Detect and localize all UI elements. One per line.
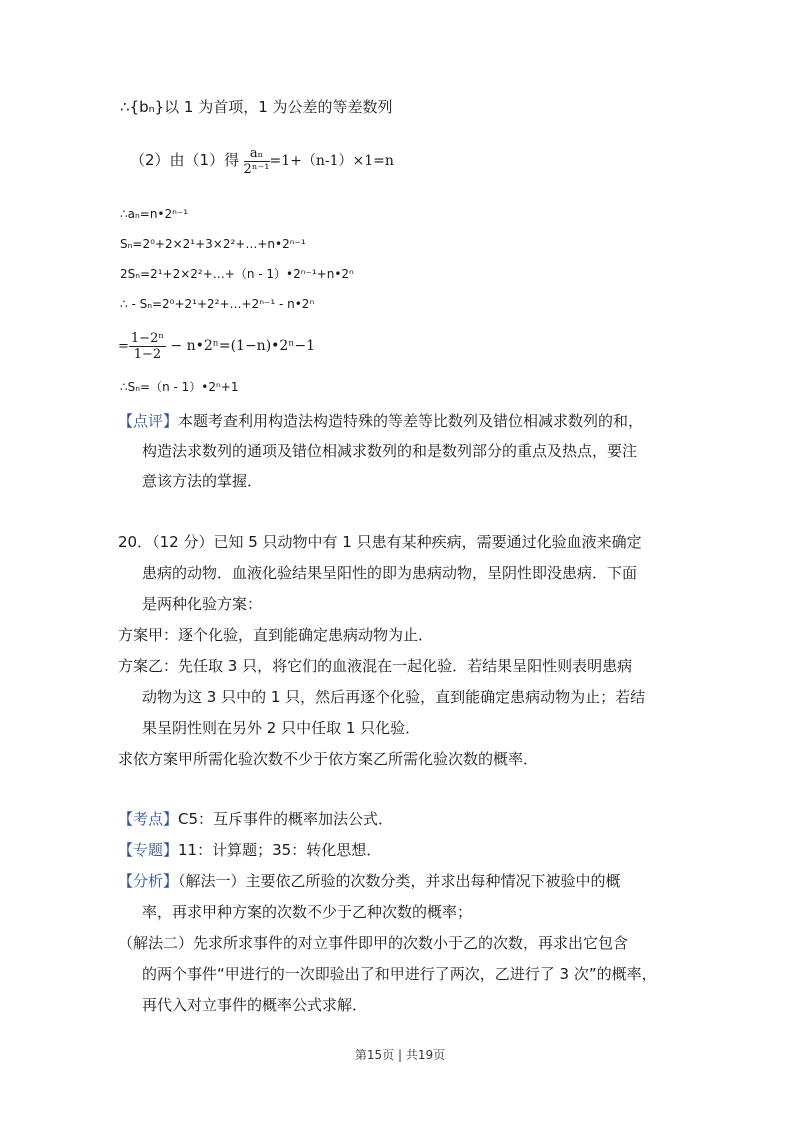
part2-prefix: （2）由（1）得 <box>130 151 240 169</box>
an-over-2n-fraction <box>244 147 270 176</box>
fenxi-line-5: 再代入对立事件的概率公式求解． <box>142 996 368 1014</box>
plan-b-line-2: 动物为这 3 只中的 1 只，然后再逐个化验，直到能确定患病动物为止；若结 <box>142 688 646 706</box>
zhuanti-tag: 【专题】 <box>118 841 179 859</box>
fraction-denominator: 2ⁿ⁻¹ <box>243 161 270 177</box>
sn-result: ∴Sₙ=（n - 1）•2ⁿ+1 <box>120 380 239 394</box>
geometric-sum-formula: = $\frac{\text{1−2ⁿ}}{1-2}$ − n•2ⁿ=(1−n)•2ⁿ−1 <box>118 330 316 362</box>
page-footer: 第15页 | 共19页 <box>354 1048 446 1062</box>
fenxi-tag: 【分析】 <box>118 872 179 890</box>
review-text-1: 本题考查利用构造法构造特殊的等差等比数列及错位相减求数列的和， <box>178 412 644 430</box>
geometric-denominator: 1−2 <box>133 346 162 362</box>
problem-line-1: 20．（12 分）已知 5 只动物中有 1 只患有某种疾病，需要通过化验血液来确定 <box>118 533 642 551</box>
zhuanti-line <box>118 839 381 861</box>
fenxi-text-1: （解法一）主要依乙所验的次数分类，并求出每种情况下被验中的概 <box>178 872 621 890</box>
review-tag: 【点评】 <box>118 412 179 430</box>
plan-a: 方案甲：逐个化验，直到能确定患病动物为止． <box>118 626 434 644</box>
two-sn-sum: 2Sₙ=2¹+2×2²+…+（n - 1）•2ⁿ⁻¹+n•2ⁿ <box>120 267 354 281</box>
kaodian-tag: 【考点】 <box>118 810 179 828</box>
review-line-1 <box>118 410 643 432</box>
geometric-fraction <box>129 332 166 361</box>
geometric-numerator: 1−2ⁿ <box>130 330 164 346</box>
fenxi-line-2: 率，再求甲种方案的次数不少于乙种次数的概率； <box>142 903 473 921</box>
review-line-3: 意该方法的掌握． <box>142 472 263 490</box>
part2-formula <box>130 142 394 179</box>
an-formula: ∴aₙ=n•2ⁿ⁻¹ <box>120 207 189 221</box>
plan-b-line-1: 方案乙：先任取 3 只，将它们的血液混在一起化验．若结果呈阳性则表明患病 <box>118 657 633 675</box>
part2-suffix: =1+（n-1）×1=n <box>269 153 394 169</box>
fenxi-line-1 <box>118 870 621 892</box>
bn-arithmetic-line: ∴{bₙ}以 1 为首项，1 为公差的等差数列 <box>120 98 393 116</box>
fraction-numerator: aₙ <box>244 147 270 162</box>
zhuanti-text: 11：计算题；35：转化思想． <box>178 841 382 859</box>
problem-question: 求依方案甲所需化验次数不少于依方案乙所需化验次数的概率． <box>118 750 539 768</box>
sn-sum: Sₙ=2⁰+2×2¹+3×2²+…+n•2ⁿ⁻¹ <box>120 237 306 251</box>
kaodian-line <box>118 808 393 830</box>
minus-sn-sum: ∴ - Sₙ=2⁰+2¹+2²+…+2ⁿ⁻¹ - n•2ⁿ <box>120 297 315 311</box>
problem-line-3: 是两种化验方案： <box>142 595 263 613</box>
fenxi-line-4: 的两个事件“甲进行的一次即验出了和甲进行了两次，乙进行了 3 次”的概率， <box>142 965 657 983</box>
kaodian-text: C5：互斥事件的概率加法公式． <box>178 810 394 828</box>
review-line-2: 构造法求数列的通项及错位相减求数列的和是数列部分的重点及热点，要注 <box>142 442 638 460</box>
problem-line-2: 患病的动物．血液化验结果呈阳性的即为患病动物，呈阴性即没患病．下面 <box>142 564 638 582</box>
geometric-rest: − n•2ⁿ=(1−n)•2ⁿ−1 <box>170 338 316 354</box>
plan-b-line-3: 果呈阴性则在另外 2 只中任取 1 只化验． <box>142 719 421 737</box>
fenxi-line-3: （解法二）先求所求事件的对立事件即甲的次数小于乙的次数，再求出它包含 <box>118 934 629 952</box>
